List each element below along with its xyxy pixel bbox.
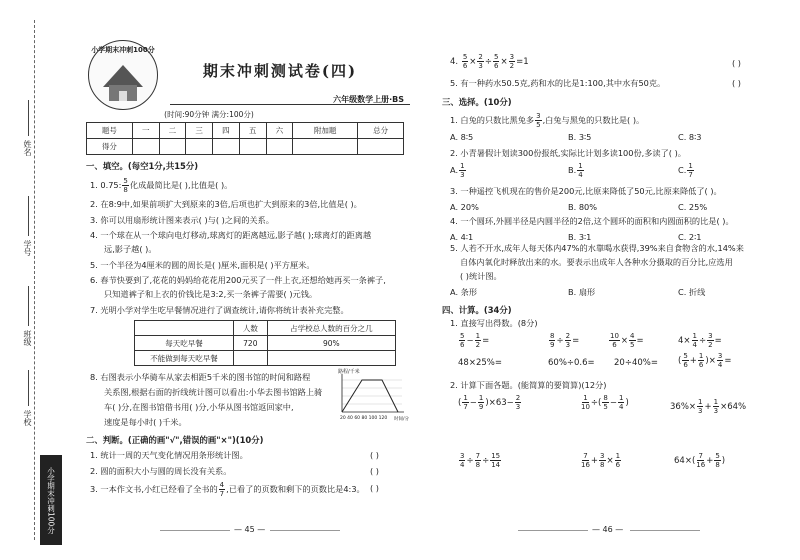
question-8a: 8. 右图表示小华骑车从家去相距5千米的图书馆的时间和路程: [90, 372, 311, 382]
score-header: 附加题: [293, 123, 358, 139]
page-number: — 45 —: [234, 525, 266, 534]
numerator: 4: [219, 481, 225, 489]
score-table: [86, 122, 404, 155]
q1-text-b: 化成最简比是( ),比值是( )。: [129, 180, 233, 190]
judge-5-answer[interactable]: ( ): [732, 78, 741, 88]
table-header: 人数: [234, 321, 268, 336]
logo-text: 小学期末冲刺100分: [91, 46, 155, 54]
calc-1-heading: 1. 直接写出得数。(8分): [450, 318, 538, 328]
question-8b: 关系图,根据右面的折线统计图可以看出:小华去图书馆路上骑: [104, 387, 323, 397]
question-2: 2. 在8:9中,如果前项扩大到原来的3倍,后项也扩大到原来的3倍,比值是( )。: [90, 199, 362, 209]
table-cell-blank[interactable]: [267, 351, 395, 366]
calc-item: $\frac{1}{10}$ ÷( $\frac{8}{5}$ − $\frac{1}{4}$ ): [581, 394, 629, 411]
breakfast-header-row: [135, 321, 396, 336]
section-2-heading: 二、判断。(正确的画"√",错误的画"×")(10分): [86, 435, 264, 445]
judge-1: 1. 统计一周的天气变化情况用条形统计图。: [90, 450, 248, 460]
footer-rule-right: [630, 530, 700, 531]
choice-1-option-a[interactable]: A. 8∶5: [450, 132, 474, 142]
question-6a: 6. 春节快要到了,花花的妈妈给花花用200元买了一件上衣,还想给她再买一条裤子,: [90, 275, 386, 285]
judge-4-answer[interactable]: ( ): [732, 58, 741, 68]
score-header: 一: [132, 123, 159, 139]
choice-5-option-b[interactable]: B. 扇形: [568, 287, 596, 297]
table-row: [135, 351, 396, 366]
j3-text-b: ,已看了的页数和剩下的页数比是4:3。: [226, 484, 365, 494]
denominator: 8: [123, 186, 128, 194]
calc-item: $\frac{7}{16}$ + $\frac{3}{8}$ × $\frac{1}{6}$: [581, 452, 621, 469]
student-id-label: 学号: [23, 240, 32, 256]
choice-5c: ( )统计图。: [460, 271, 502, 281]
table-row: [135, 336, 396, 351]
calc-item: $\frac{3}{4}$ ÷ $\frac{7}{8}$ ÷ $\frac{15}{14}$: [460, 452, 501, 469]
c1-text-b: ,白兔与黑兔的只数比是( )。: [542, 115, 645, 125]
choice-2: 2. 小青暑假计划读300份报纸,实际比计划多读100份,多读了( )。: [450, 148, 686, 158]
denominator: 4: [578, 171, 583, 179]
calc-item: 36%× $\frac{1}{3}$ + $\frac{1}{3}$ ×64%: [670, 398, 747, 415]
page-number: — 46 —: [592, 525, 624, 534]
score-header: 四: [213, 123, 240, 139]
calc-item: ( $\frac{5}{6}$ + $\frac{1}{6}$ )× $\frac{3}{4}$ =: [678, 352, 732, 369]
choice-4-option-a[interactable]: A. 4∶1: [450, 232, 474, 242]
calc-item: 20÷40%=: [614, 358, 658, 368]
score-cell[interactable]: [159, 139, 186, 155]
question-4a: 4. 一个球在从一个球向电灯移动,球离灯的距离越远,影子越( );球离灯的距离越: [90, 230, 372, 240]
numerator: 3: [536, 112, 541, 120]
calc-item: 4× $\frac{1}{4}$ ÷ $\frac{3}{2}$ =: [678, 332, 722, 349]
q1-text-a: 1. 0.75:: [90, 180, 122, 190]
section-3-heading: 三、选择。(10分): [442, 97, 512, 107]
score-cell[interactable]: [186, 139, 213, 155]
score-value-row: [87, 139, 404, 155]
name-label: 姓名: [23, 140, 32, 156]
calc-item: 64×( $\frac{7}{16}$ + $\frac{5}{8}$ ): [674, 452, 726, 469]
fraction: [122, 177, 128, 194]
table-cell: 90%: [267, 336, 395, 351]
choice-2-option-c[interactable]: [678, 162, 695, 179]
denominator: 7: [688, 171, 693, 179]
table-cell: 720: [234, 336, 268, 351]
score-cell[interactable]: [266, 139, 293, 155]
score-header: 题号: [87, 123, 133, 139]
denominator: 3: [460, 171, 465, 179]
judge-3-answer[interactable]: ( ): [370, 483, 379, 493]
calc-item: 48×25%=: [458, 358, 502, 368]
section-1-heading: 一、填空。(每空1分,共15分): [86, 161, 199, 171]
choice-3-option-b[interactable]: B. 80%: [568, 202, 598, 212]
judge-4: 4. $\frac{5}{6}$ × $\frac{2}{3}$ ÷ $\frac{5}{6}$ × $\frac{3}{2}$ =1: [450, 53, 529, 70]
calc-item: ( $\frac{1}{7}$ − $\frac{1}{9}$ )×63− $\frac{2}{3}$: [458, 394, 521, 411]
grade-label: 六年级数学上册·BS: [333, 95, 404, 104]
fraction: [535, 112, 541, 129]
table-cell: 每天吃早餐: [135, 336, 234, 351]
question-5: 5. 一个半径为4厘米的圆的周长是( )厘米,面积是( )平方厘米。: [90, 260, 315, 270]
distance-time-chart: [338, 368, 410, 424]
denominator: 7: [219, 490, 225, 498]
denominator: 5: [536, 121, 541, 129]
score-header: 总分: [358, 123, 404, 139]
score-header-row: [87, 123, 404, 139]
choice-5-option-c[interactable]: C. 折线: [678, 287, 706, 297]
class-label: 班级: [23, 330, 32, 346]
choice-2-option-a[interactable]: [450, 162, 467, 179]
breakfast-table: [134, 320, 396, 366]
page-title: 期末冲刺测试卷(四): [202, 62, 358, 80]
fraction: [219, 481, 225, 498]
fraction: [577, 162, 583, 179]
judge-1-answer[interactable]: ( ): [370, 450, 379, 460]
numerator: 1: [460, 162, 465, 170]
score-cell[interactable]: [293, 139, 358, 155]
right-page: [418, 0, 800, 560]
calc-item: $\frac{10}{6}$ × $\frac{4}{5}$ =: [610, 332, 644, 349]
class-fill-line: [28, 286, 29, 326]
choice-5-option-a[interactable]: A. 条形: [450, 287, 478, 297]
question-8c: 车( )分,在图书馆借书用( )分,小华从图书馆返回家中,: [104, 402, 294, 412]
fraction: $\frac{2}{3}$: [478, 53, 483, 70]
numerator: 5: [123, 177, 128, 185]
calc-item: 60%÷0.6=: [548, 358, 595, 368]
question-8d: 速度是每小时( )千米。: [104, 417, 187, 427]
choice-1-option-c[interactable]: C. 8∶3: [678, 132, 702, 142]
choice-1-option-b[interactable]: B. 3∶5: [568, 132, 592, 142]
title-rule: [170, 104, 410, 105]
choice-4: 4. 一个圆环,外圆半径是内圆半径的2倍,这个圆环的面积和内圆面积的比是( )。: [450, 216, 734, 226]
judge-5: 5. 有一种药水50.5克,药和水的比是1:100,其中水有50克。: [450, 78, 666, 88]
option-letter: A.: [450, 165, 459, 175]
chart-x-label: 时间/分: [394, 417, 410, 422]
time-info: (时间:90分钟 满分:100分): [164, 110, 254, 119]
calc-item: $\frac{5}{6}$ − $\frac{1}{2}$ =: [460, 332, 490, 349]
cut-line: [34, 20, 35, 540]
choice-1: [450, 112, 644, 129]
judge-2: 2. 圆的面积大小与圆的周长没有关系。: [90, 466, 232, 476]
table-header: 占学校总人数的百分之几: [267, 321, 395, 336]
choice-3-option-c[interactable]: C. 25%: [678, 202, 708, 212]
footer-rule-left: [160, 530, 230, 531]
option-letter: C.: [678, 165, 687, 175]
table-cell: [135, 321, 234, 336]
question-3: 3. 你可以用扇形统计图来表示( )与( )之间的关系。: [90, 215, 274, 225]
choice-2-option-b[interactable]: [568, 162, 585, 179]
school-label: 学校: [23, 410, 32, 426]
judge-3: [90, 481, 365, 498]
numerator: 1: [688, 162, 693, 170]
table-cell-blank[interactable]: [234, 351, 268, 366]
chart-x-ticks: 20 40 60 80 100 120: [340, 416, 388, 421]
score-row-label: 得分: [87, 139, 133, 155]
fraction: $\frac{5}{6}$: [494, 53, 499, 70]
fraction: $\frac{5}{6}$: [462, 53, 468, 70]
numerator: 1: [578, 162, 583, 170]
choice-4-option-c[interactable]: C. 2∶1: [678, 232, 702, 242]
calc-2-heading: 2. 计算下面各题。(能简算的要简算)(12分): [450, 380, 607, 390]
choice-5a: 5. 人若不开水,成年人每天体内47%的水靠喝水获得,39%来自食物含的水,14%来: [450, 243, 744, 253]
choice-3: 3. 一种遥控飞机现在的售价是200元,比原来降低了50元,比原来降低了( )。: [450, 186, 722, 196]
score-header: 五: [239, 123, 266, 139]
score-header: 二: [159, 123, 186, 139]
id-fill-line: [28, 196, 29, 236]
score-header: 三: [186, 123, 213, 139]
fraction: [459, 162, 465, 179]
section-4-heading: 四、计算。(34分): [442, 305, 512, 315]
calc-item: $\frac{8}{9}$ ÷ $\frac{2}{3}$ =: [550, 332, 580, 349]
school-fill-line: [28, 370, 29, 406]
score-cell[interactable]: [213, 139, 240, 155]
fraction: $\frac{3}{2}$: [509, 53, 515, 70]
option-letter: B.: [568, 165, 577, 175]
footer-rule-right: [270, 530, 340, 531]
judge-4-number: 4.: [450, 57, 459, 67]
score-header: 六: [266, 123, 293, 139]
score-cell[interactable]: [132, 139, 159, 155]
chart-plot: [338, 368, 410, 416]
score-cell[interactable]: [239, 139, 266, 155]
question-4b: 远,影子越( )。: [104, 244, 157, 254]
choice-5b: 自体内氧化时释放出来的水。要表示出成年人各种水分摄取的百分比,应选用: [460, 257, 733, 267]
score-cell[interactable]: [358, 139, 404, 155]
house-icon: [89, 41, 157, 109]
choice-3-option-a[interactable]: A. 20%: [450, 202, 479, 212]
j3-text-a: 3. 一本作文书,小红已经看了全书的: [90, 484, 218, 494]
c1-text-a: 1. 白兔的只数比黑兔多: [450, 115, 535, 125]
footer-rule-left: [518, 530, 588, 531]
fraction: [687, 162, 693, 179]
question-1: [90, 177, 232, 194]
brand-logo: [88, 40, 158, 110]
chart-y-label: 路程/千米: [338, 369, 360, 375]
table-cell: 不能做到每天吃早餐: [135, 351, 234, 366]
judge-2-answer[interactable]: ( ): [370, 466, 379, 476]
question-7: 7. 光明小学对学生吃早餐情况进行了调查统计,请你将统计表补充完整。: [90, 305, 349, 315]
side-brand-block: 小学期末冲刺100分: [40, 455, 62, 545]
choice-4-option-b[interactable]: B. 3∶1: [568, 232, 592, 242]
question-6b: 只知道裤子和上衣的价钱比是3:2,买一条裤子需要( )元钱。: [104, 289, 318, 299]
